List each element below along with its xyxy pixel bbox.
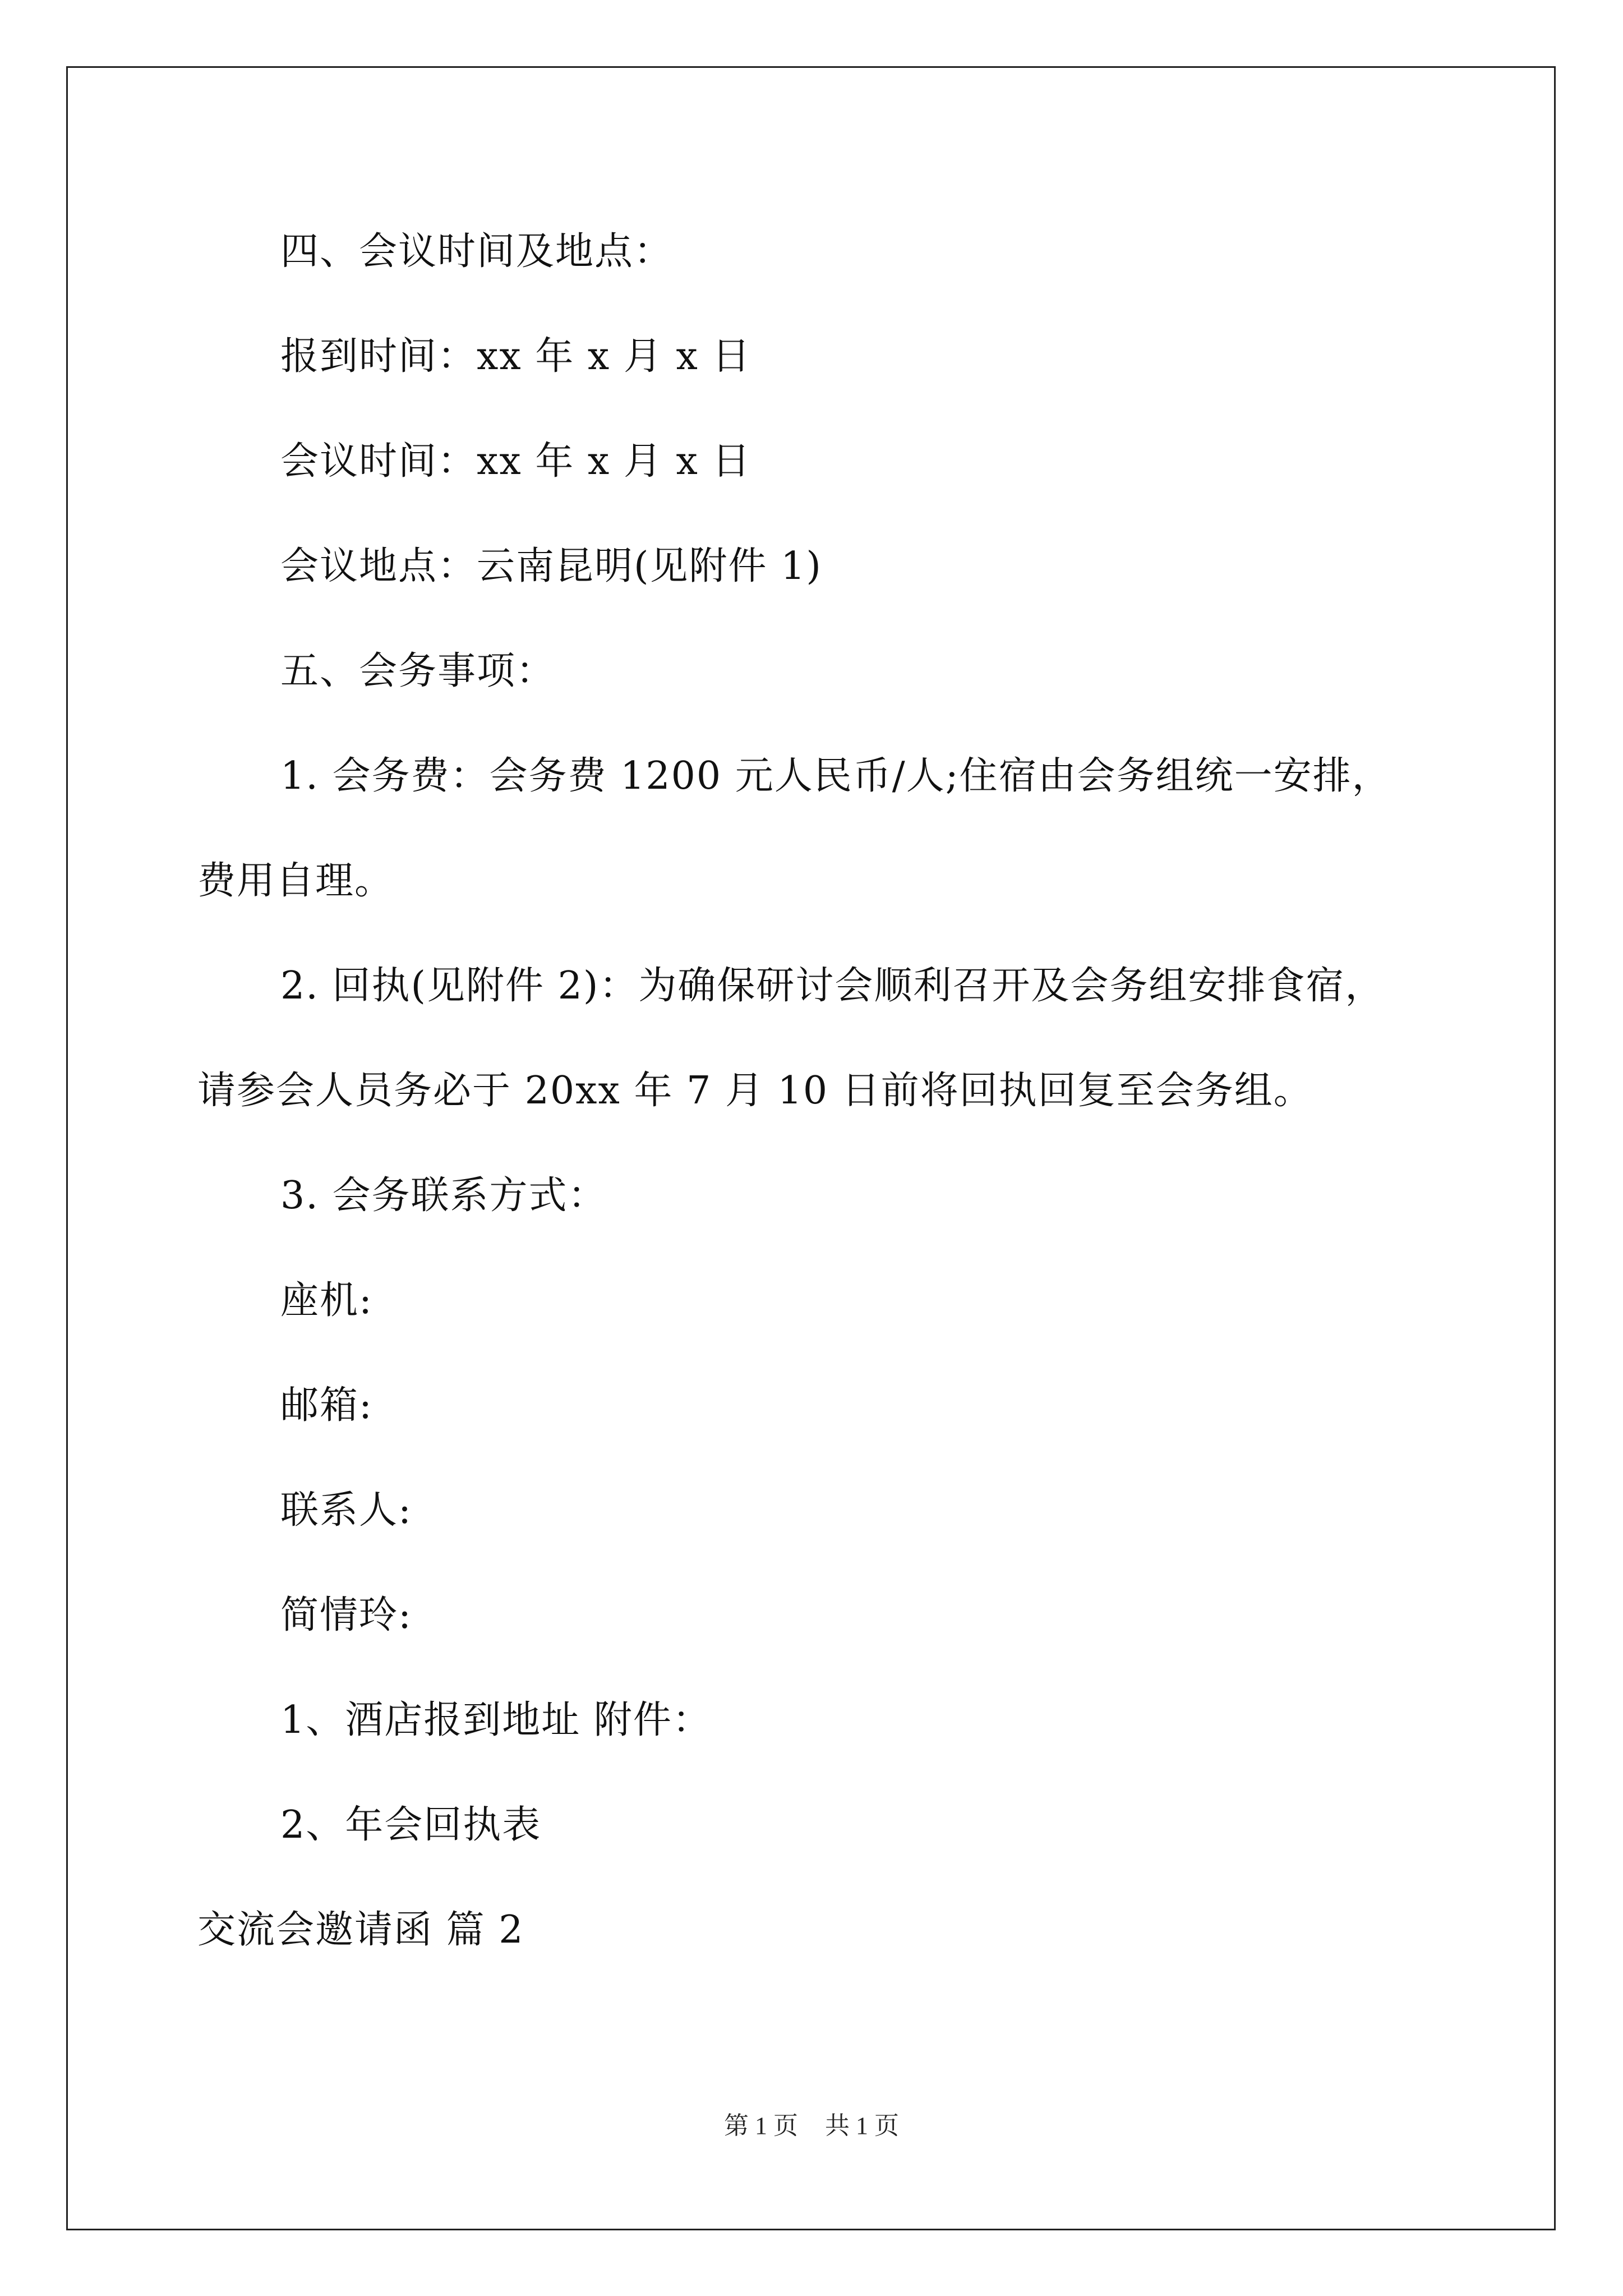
contact-name: 简情玲: (280, 1593, 412, 1637)
section-heading-time-place: 四、会议时间及地点： (280, 229, 674, 274)
fee-paragraph-line-1: 1. 会务费：会务费 1200 元人民币/人;住宿由会务组统一安排， (280, 754, 1391, 798)
receipt-paragraph-line-1: 2. 回执(见附件 2)：为确保研讨会顺利召开及会务组安排食宿， (280, 964, 1385, 1008)
section-heading-affairs: 五、会务事项： (280, 649, 556, 693)
meeting-time: 会议时间：xx 年 x 月 x 日 (280, 439, 751, 484)
attachment-2: 2、年会回执表 (280, 1803, 542, 1847)
contact-email: 邮箱: (280, 1383, 373, 1428)
contact-person: 联系人: (280, 1488, 412, 1533)
page-number-current: 第 1 页 (724, 2112, 798, 2139)
contact-heading: 3. 会务联系方式： (280, 1174, 607, 1218)
receipt-paragraph-line-2: 请参会人员务必于 20xx 年 7 月 10 日前将回执回复至会务组。 (197, 1069, 1313, 1113)
fee-paragraph-line-2: 费用自理。 (197, 859, 394, 903)
page-number-total: 共 1 页 (825, 2112, 899, 2139)
meeting-location: 会议地点：云南昆明(见附件 1) (280, 544, 822, 588)
attachment-1: 1、酒店报到地址 附件： (280, 1698, 712, 1742)
checkin-time: 报到时间：xx 年 x 月 x 日 (280, 334, 751, 379)
page-footer (0, 2110, 1623, 2142)
page-border (66, 66, 1556, 2230)
section-title-part-2: 交流会邀请函 篇 2 (197, 1908, 524, 1952)
contact-landline: 座机: (280, 1278, 373, 1323)
